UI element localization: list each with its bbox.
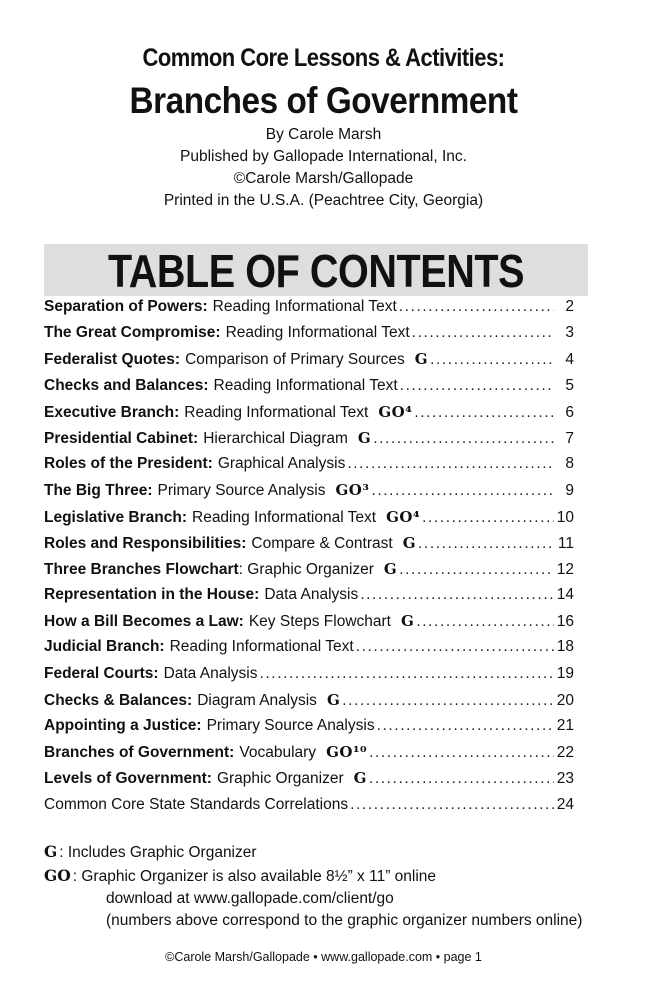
toc-page-number: 11	[557, 534, 574, 552]
toc-page-number: 20	[556, 691, 574, 709]
toc-entry	[44, 481, 574, 507]
go-numbers-note: (numbers above correspond to the graphic organizer numbers online)	[106, 912, 583, 929]
toc-entry	[44, 324, 574, 350]
toc-entry-title: Three Branches Flowchart	[44, 560, 239, 578]
toc-entry-title: Roles of the President:	[44, 455, 213, 473]
toc-entry-activity: Data Analysis	[264, 586, 359, 604]
toc-entry-activity: Graphical Analysis	[217, 455, 346, 473]
toc-page-number: 5	[565, 376, 574, 394]
toc-entry-activity: Diagram Analysis	[197, 691, 317, 709]
toc-entry-activity: Reading Informational Text	[225, 324, 410, 342]
toc-entry	[44, 403, 574, 429]
toc-entry	[44, 612, 574, 638]
page-footer: ©Carole Marsh/Gallopade • www.gallopade.com • page 1	[165, 950, 482, 964]
go-badge-description: : Graphic Organizer is also available 8½” x 11” online	[72, 868, 437, 885]
graphic-organizer-badge: G	[383, 559, 398, 578]
dot-leader	[414, 404, 554, 422]
dot-leader	[342, 692, 554, 710]
toc-entry-title: Appointing a Justice:	[44, 717, 202, 734]
toc-page-number: 14	[556, 586, 574, 604]
toc-entry-title: Executive Branch:	[44, 403, 180, 421]
toc-page-number: 6	[565, 403, 574, 421]
toc-entry	[44, 586, 574, 612]
toc-entry-title: Presidential Cabinet:	[44, 429, 199, 447]
toc-entry	[44, 665, 574, 691]
dot-leader	[356, 638, 554, 656]
dot-leader	[369, 770, 554, 788]
toc-entry-title: Judicial Branch:	[44, 638, 165, 656]
graphic-organizer-badge: GO⁴	[386, 507, 421, 526]
graphic-organizer-badge: G	[353, 769, 367, 788]
toc-entry-activity: Reading Informational Text	[169, 638, 354, 656]
g-badge-description: : Includes Graphic Organizer	[59, 844, 257, 861]
toc-entry	[44, 743, 574, 769]
legend-g-row	[44, 842, 604, 866]
toc-page-number: 22	[556, 744, 574, 762]
toc-entry-activity: Key Steps Flowchart	[248, 613, 391, 631]
toc-page-number: 16	[556, 613, 574, 631]
toc-page-number: 8	[565, 455, 574, 473]
copyright-line: ©Carole Marsh/Gallopade	[233, 170, 414, 187]
dot-leader	[422, 509, 554, 527]
dot-leader	[369, 744, 554, 762]
toc-entry	[44, 717, 574, 743]
graphic-organizer-badge: G	[414, 350, 429, 369]
series-title: Common Core Lessons & Activities:	[142, 44, 505, 72]
toc-entry	[44, 534, 574, 560]
graphic-organizer-badge: G	[402, 533, 416, 552]
graphic-organizer-badge: GO³	[335, 481, 370, 500]
toc-entry-activity: Data Analysis	[163, 664, 258, 682]
toc-entry	[44, 429, 574, 455]
toc-entry-activity: Primary Source Analysis	[206, 717, 375, 734]
toc-entry-activity: Reading Informational Text	[184, 403, 369, 421]
dot-leader	[373, 430, 554, 448]
dot-leader	[347, 455, 554, 473]
graphic-organizer-badge: GO⁴	[378, 402, 413, 421]
dot-leader	[416, 613, 554, 631]
toc-entry-title: Checks & Balances:	[44, 691, 193, 709]
toc-page-number: 7	[565, 429, 574, 447]
graphic-organizer-badge: GO¹⁰	[326, 743, 368, 762]
toc-entry	[44, 796, 574, 822]
go-badge-key: GO	[44, 866, 71, 885]
author-line: By Carole Marsh	[265, 126, 382, 143]
toc-page-number: 10	[556, 508, 574, 526]
legend	[44, 842, 604, 934]
toc-entry	[44, 377, 574, 403]
toc-entry-activity: Reading Informational Text	[192, 508, 377, 526]
toc-entry-title: The Great Compromise:	[44, 324, 221, 342]
toc-entry-activity: Reading Informational Text	[212, 298, 397, 315]
toc-entry-activity: Comparison of Primary Sources	[185, 351, 405, 369]
toc-entry	[44, 638, 574, 664]
printed-line: Printed in the U.S.A. (Peachtree City, Georgia)	[163, 192, 484, 209]
dot-leader	[400, 377, 554, 395]
toc-entry-activity: Vocabulary	[239, 744, 317, 762]
dot-leader	[371, 482, 554, 500]
toc-entry-title: Representation in the House:	[44, 586, 260, 604]
toc-page-number: 21	[556, 717, 574, 734]
toc-entry-activity: Graphic Organizer	[216, 770, 344, 788]
dot-leader	[430, 351, 554, 369]
toc-entry-activity: Primary Source Analysis	[157, 482, 326, 500]
toc-entry	[44, 350, 574, 376]
toc-entry	[44, 560, 574, 586]
graphic-organizer-badge: G	[326, 690, 341, 709]
dot-leader	[399, 561, 554, 579]
toc-entry	[44, 455, 574, 481]
g-badge-key: G	[44, 842, 58, 861]
graphic-organizer-badge: G	[357, 428, 372, 447]
toc-entry-activity: Hierarchical Diagram	[203, 429, 348, 447]
toc-entry-title: Branches of Government:	[44, 744, 235, 762]
dot-leader	[259, 665, 554, 683]
toc-entry-title: Separation of Powers:	[44, 298, 208, 315]
toc-page-number: 18	[556, 638, 574, 656]
toc-entry	[44, 769, 574, 795]
toc-heading: TABLE OF CONTENTS	[107, 245, 525, 297]
toc-page-number: 23	[556, 770, 574, 788]
toc-page-number: 19	[556, 664, 574, 682]
dot-leader	[399, 298, 554, 316]
toc-entry-activity: Compare & Contrast	[251, 534, 393, 552]
legend-go-row	[44, 866, 604, 890]
graphic-organizer-badge: G	[401, 612, 415, 631]
toc-entry-title: Federalist Quotes:	[44, 351, 181, 369]
toc-entry-activity: Reading Informational Text	[213, 376, 398, 394]
toc-entry-title: Federal Courts:	[44, 664, 159, 682]
book-title: Branches of Government	[129, 80, 518, 121]
toc-page-number: 24	[556, 795, 574, 813]
toc-entry-activity: : Graphic Organizer	[238, 560, 374, 578]
dot-leader	[412, 324, 554, 342]
toc-page-number: 12	[556, 560, 574, 578]
toc-entry	[44, 508, 574, 534]
dot-leader	[360, 586, 554, 604]
toc-page-number: 2	[565, 298, 574, 315]
toc-page-number: 9	[565, 482, 574, 500]
toc-entry-title: The Big Three:	[44, 482, 153, 500]
toc-entry-activity: Common Core State Standards Correlations	[44, 795, 349, 813]
dot-leader	[418, 535, 554, 553]
toc-entry-title: How a Bill Becomes a Law:	[44, 613, 244, 631]
toc-entry	[44, 691, 574, 717]
dot-leader	[377, 717, 554, 735]
toc-entry-title: Checks and Balances:	[44, 376, 209, 394]
toc-page-number: 4	[565, 351, 574, 369]
toc-entry-title: Roles and Responsibilities:	[44, 534, 247, 552]
toc-entry	[44, 298, 574, 324]
toc-entry-title: Levels of Government:	[44, 770, 212, 788]
table-of-contents	[44, 298, 574, 822]
toc-entry-title: Legislative Branch:	[44, 508, 187, 526]
go-download-line: download at www.gallopade.com/client/go	[106, 890, 394, 907]
toc-page-number: 3	[565, 324, 574, 342]
publisher-line: Published by Gallopade International, Inc.	[180, 148, 467, 165]
dot-leader	[350, 796, 554, 814]
